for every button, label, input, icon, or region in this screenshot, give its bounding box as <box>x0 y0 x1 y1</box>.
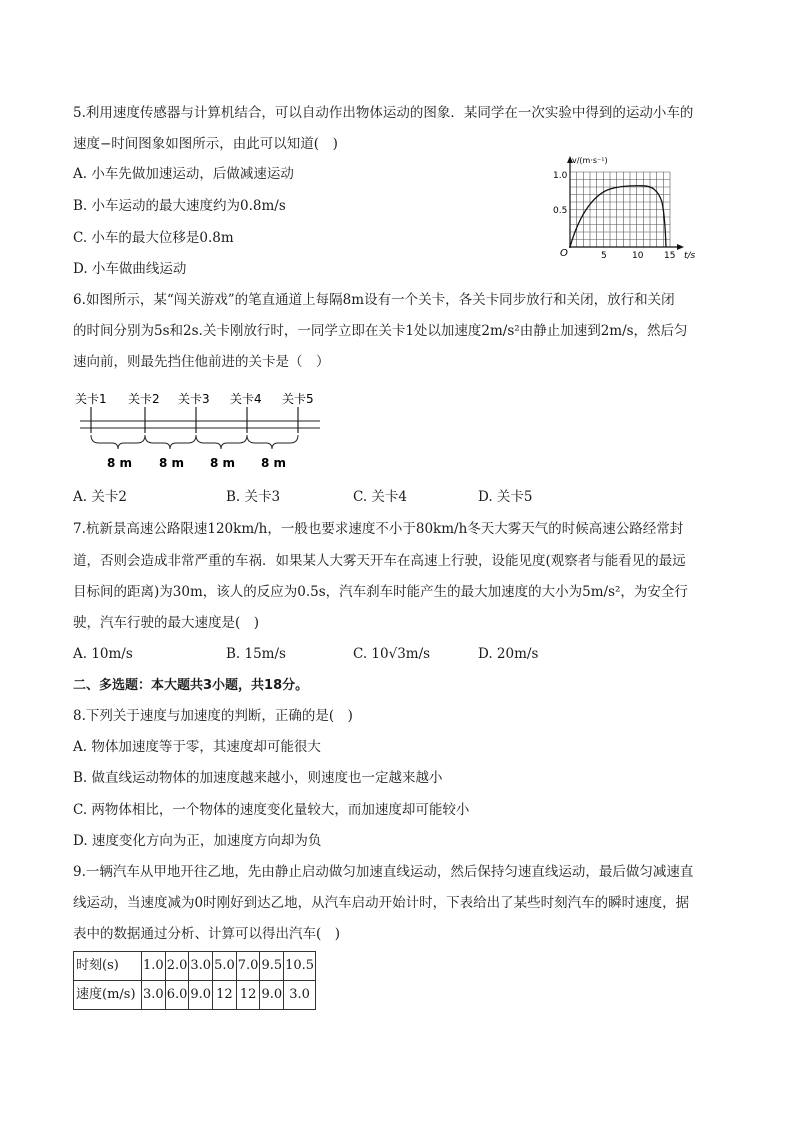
graph-x-tick-10: 10 <box>632 251 644 261</box>
brace-2 <box>145 435 196 449</box>
q8-option-a: A. 物体加速度等于零，其速度却可能很大 <box>73 739 321 755</box>
table-cell: 9.0 <box>260 981 284 1010</box>
time-velocity-table <box>73 951 316 1010</box>
q6-option-d: D. 关卡5 <box>478 489 533 505</box>
q6-stem-line-1: 6.如图所示，某“闯关游戏”的笔直通道上每隔8m设有一个关卡，各关卡同步放行和关闭，放行和关闭 <box>73 292 675 308</box>
q8-stem: 8.下列关于速度与加速度的判断，正确的是( ) <box>73 708 353 724</box>
table-cell: 9.5 <box>260 952 284 981</box>
table-row <box>74 981 316 1010</box>
table-cell: 3.0 <box>142 981 166 1010</box>
q5-option-b: B. 小车运动的最大速度约为0.8m/s <box>73 198 286 214</box>
q9-stem-line-1: 9.一辆汽车从甲地开往乙地，先由静止启动做匀加速直线运动，然后保持匀速直线运动，最后做匀减速直 <box>73 864 694 880</box>
q7-stem-line-2: 道，否则会造成非常严重的车祸．如果某人大雾天开车在高速上行驶，设能见度(观察者与能看见的最远 <box>73 553 686 569</box>
table-cell: 9.0 <box>189 981 213 1010</box>
table-cell: 7.0 <box>236 952 260 981</box>
brace-1 <box>91 435 145 449</box>
distance-2: 8 m <box>159 456 185 470</box>
table-row-header-velocity: 速度(m/s) <box>74 981 142 1010</box>
graph-origin: O <box>560 248 568 259</box>
graph-y-tick-0-5: 0.5 <box>553 206 568 216</box>
graph-y-tick-1-0: 1.0 <box>553 171 568 181</box>
velocity-curve <box>570 186 666 247</box>
brace-3 <box>196 435 247 449</box>
q5-option-d: D. 小车做曲线运动 <box>73 261 187 277</box>
section-heading-multiple-choice: 二、多选题：本大题共3小题，共18分。 <box>73 678 309 693</box>
table-cell: 2.0 <box>165 952 189 981</box>
table-cell: 10.5 <box>284 952 316 981</box>
q7-option-a: A. 10m/s <box>73 646 133 662</box>
velocity-time-graph <box>540 152 710 262</box>
q6-option-c: C. 关卡4 <box>353 489 408 505</box>
q6-stem-line-3: 速向前，则最先挡住他前进的关卡是（ ） <box>73 354 330 370</box>
table-cell: 5.0 <box>213 952 237 981</box>
q7-stem-line-4: 驶，汽车行驶的最大速度是( ) <box>73 615 260 631</box>
q5-stem-line-2: 速度−时间图象如图所示，由此可以知道( ) <box>73 136 338 152</box>
gate-4-label: 关卡4 <box>230 392 262 406</box>
table-cell: 12 <box>236 981 260 1010</box>
distance-4: 8 m <box>261 456 287 470</box>
table-row <box>74 952 316 981</box>
q7-stem-line-1: 7.杭新景高速公路限速120km/h，一般也要求速度不小于80km/h冬天大雾天气的时候高速公路经常封 <box>73 521 684 537</box>
q6-stem-line-2: 的时间分别为5s和2s.关卡刚放行时，一同学立即在关卡1处以加速度2m/s²由静止加速到2m/s，然后匀 <box>73 323 688 339</box>
q8-option-b: B. 做直线运动物体的加速度越来越小，则速度也一定越来越小 <box>73 770 443 786</box>
gate-diagram <box>72 387 332 473</box>
q7-option-c: C. 10√3m/s <box>353 646 431 662</box>
table-row-header-time: 时刻(s) <box>74 952 142 981</box>
q8-option-d: D. 速度变化方向为正，加速度方向却为负 <box>73 833 322 849</box>
graph-y-label: v/(m·s⁻¹) <box>572 156 608 165</box>
q6-option-a: A. 关卡2 <box>73 489 127 505</box>
table-cell: 3.0 <box>284 981 316 1010</box>
gate-3-label: 关卡3 <box>178 392 210 406</box>
table-cell: 3.0 <box>189 952 213 981</box>
distance-3: 8 m <box>210 456 236 470</box>
q5-option-a: A. 小车先做加速运动，后做减速运动 <box>73 166 294 182</box>
gate-1-label: 关卡1 <box>75 392 107 406</box>
gate-5-label: 关卡5 <box>282 392 314 406</box>
q8-option-c: C. 两物体相比，一个物体的速度变化量较大，而加速度却可能较小 <box>73 802 470 818</box>
graph-x-tick-5: 5 <box>601 251 607 261</box>
brace-4 <box>247 435 298 449</box>
distance-1: 8 m <box>107 456 133 470</box>
table-cell: 12 <box>213 981 237 1010</box>
q9-stem-line-2: 线运动，当速度减为0时刚好到达乙地，从汽车启动开始计时，下表给出了某些时刻汽车的瞬时速度，据 <box>73 895 690 911</box>
x-axis-arrow-icon <box>677 244 684 250</box>
q7-option-b: B. 15m/s <box>226 646 286 662</box>
table-cell: 1.0 <box>142 952 166 981</box>
table-cell: 6.0 <box>165 981 189 1010</box>
q6-option-b: B. 关卡3 <box>226 489 281 505</box>
q9-stem-line-3: 表中的数据通过分析、计算可以得出汽车( ) <box>73 926 341 942</box>
graph-x-tick-15: 15 <box>664 251 676 261</box>
q5-option-c: C. 小车的最大位移是0.8m <box>73 230 234 246</box>
q5-stem-line-1: 5.利用速度传感器与计算机结合，可以自动作出物体运动的图象．某同学在一次实验中得到的运动小车的 <box>73 105 694 121</box>
q7-stem-line-3: 目标间的距离)为30m，该人的反应为0.5s，汽车刹车时能产生的最大加速度的大小为5m/s²，为安全行 <box>73 584 688 600</box>
gate-2-label: 关卡2 <box>128 392 160 406</box>
graph-x-label: t/s <box>684 251 696 261</box>
q7-option-d: D. 20m/s <box>478 646 539 662</box>
